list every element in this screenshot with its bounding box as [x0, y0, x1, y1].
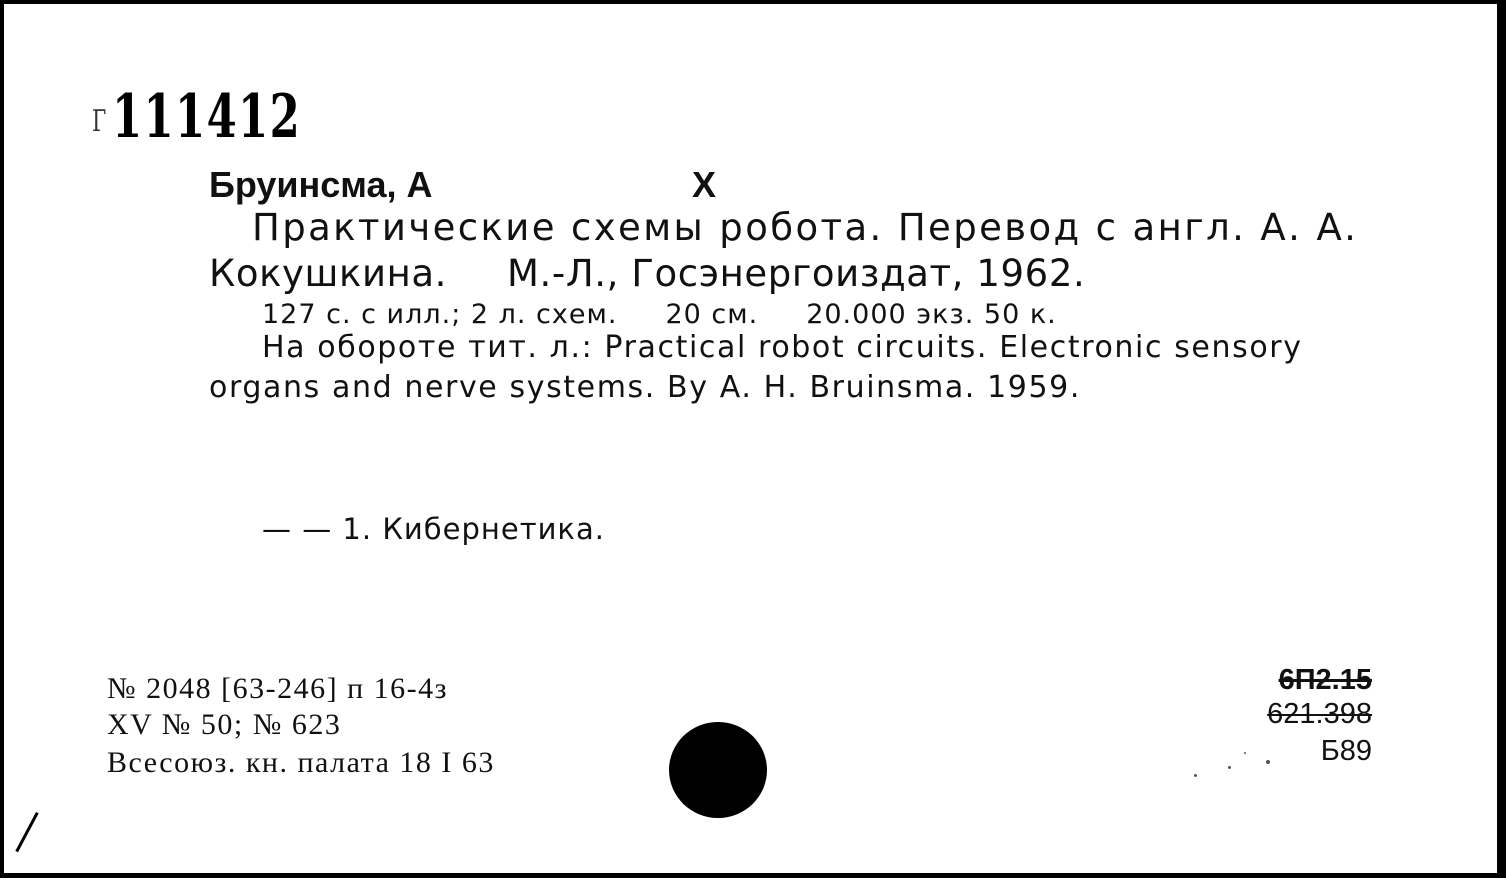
print-speck	[1194, 774, 1197, 777]
classification-code-2: 621.398	[1267, 698, 1372, 730]
collation-pages: 127 с. с илл.; 2 л. схем.	[262, 299, 618, 330]
print-speck	[1266, 760, 1270, 764]
translator-name: Кокушкина.	[209, 252, 448, 295]
print-speck	[1244, 752, 1246, 754]
registration-line-2: XV № 50; № 623	[107, 708, 342, 741]
author-heading: Бруинсма, А	[209, 164, 433, 205]
inventory-prefix: Г	[92, 104, 108, 139]
pen-mark	[15, 812, 38, 852]
print-speck	[1228, 766, 1231, 769]
classification-code-3: Б89	[1320, 735, 1372, 767]
catalog-mark: Х	[692, 164, 717, 205]
original-title-line-1: На обороте тит. л.: Practical robot circuits. Electronic sensory	[262, 330, 1303, 365]
punch-hole	[669, 722, 767, 818]
collation-size: 20 см.	[665, 299, 759, 330]
registration-line-3: Всесоюз. кн. палата 18 I 63	[107, 746, 495, 779]
collation-print-run: 20.000 экз. 50 к.	[806, 299, 1057, 330]
registration-line-1: № 2048 [63-246] п 16-4з	[107, 672, 448, 705]
title-line-1: Практические схемы робота. Перевод с англ. А. А.	[252, 206, 1359, 249]
original-title-line-2: organs and nerve systems. By A. H. Bruinsma. 1959.	[209, 370, 1081, 405]
classification-code-1: 6П2.15	[1278, 664, 1372, 696]
inventory-number	[92, 82, 301, 152]
subject-heading: — — 1. Кибернетика.	[262, 512, 605, 546]
inventory-number-value: 111412	[112, 82, 302, 152]
collation-line	[262, 299, 1057, 330]
title-line-2	[209, 252, 1085, 295]
imprint: М.-Л., Госэнергоиздат, 1962.	[507, 252, 1086, 295]
